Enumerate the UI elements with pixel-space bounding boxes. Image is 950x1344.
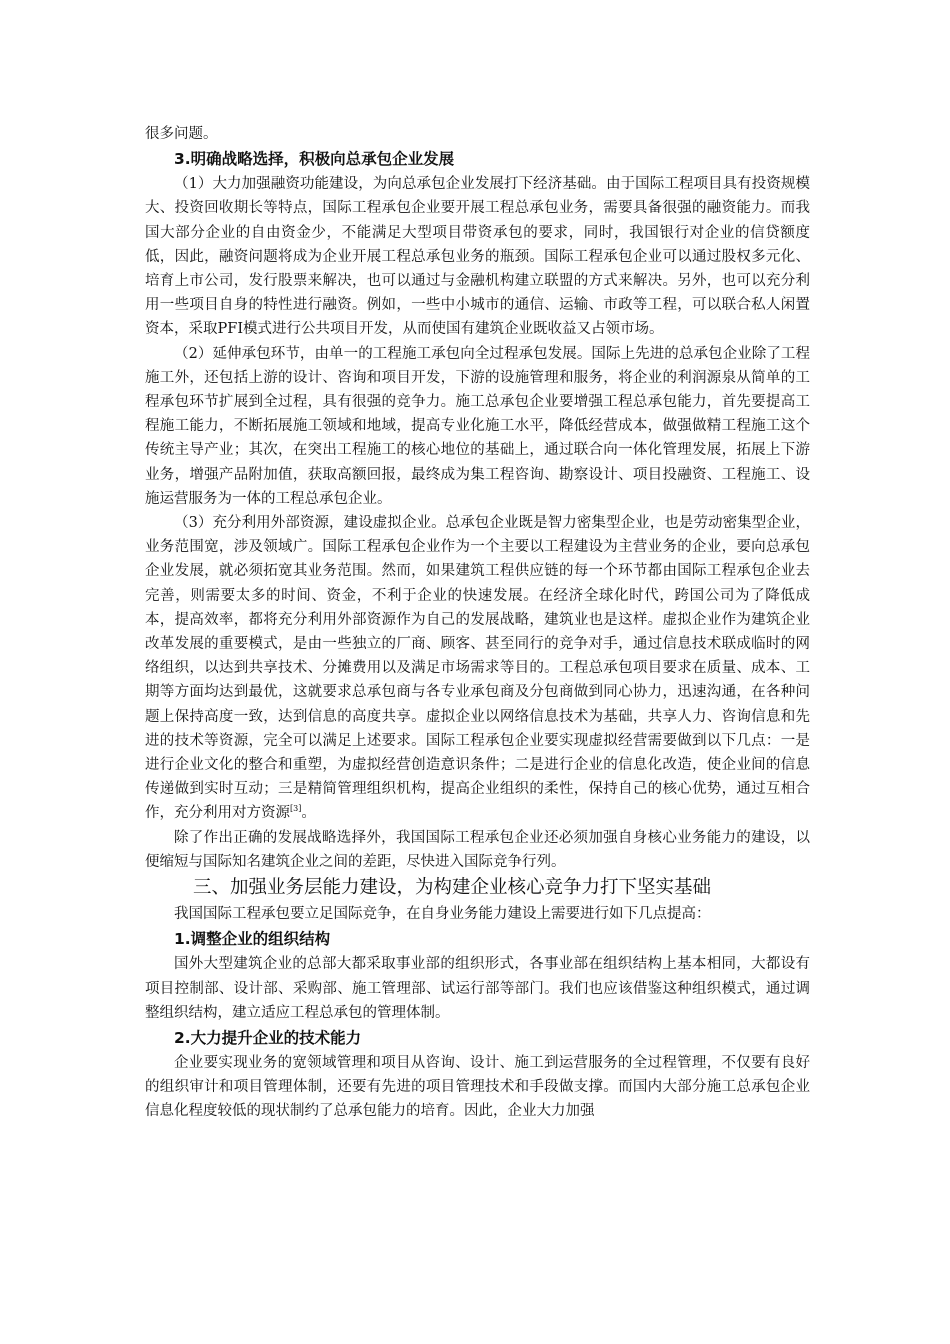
paragraph-core-capability: 除了作出正确的发展战略选择外，我国国际工程承包企业还必须加强自身核心业务能力的建设，以便缩短与国际知名建筑企业之间的差距，尽快进入国际竞争行列。 — [145, 829, 810, 870]
paragraph-org-structure: 国外大型建筑企业的总部大都采取事业部的组织形式，各事业部在组织结构上基本相同，大都设有项目控制部、设计部、采购部、施工管理部、试运行部等部门。我们也应该借鉴这种组织模式，通过调整组织结构，建立适应工程总承包的管理体制。 — [145, 956, 810, 1021]
heading-strategy-choice: 3.明确战略选择，积极向总承包企业发展 — [174, 150, 455, 169]
heading-org-structure: 1.调整企业的组织结构 — [174, 930, 331, 949]
paragraph-tech-capability: 企业要实现业务的宽领域管理和项目从咨询、设计、施工到运营服务的全过程管理，不仅要有良好的组织审计和项目管理体制，还要有先进的项目管理技术和手段做支撑。而国内大部分施工总承包企业信息化程度较低的现状制约了总承包能力的培育。因此，企业大力加强 — [145, 1054, 810, 1120]
paragraph-virtual-enterprise — [145, 511, 810, 826]
citation-ref: [3] — [290, 804, 302, 814]
heading-tech-capability: 2.大力提升企业的技术能力 — [174, 1028, 362, 1047]
paragraph-virtual-enterprise-end: 。 — [301, 805, 316, 822]
paragraph-continuation: 很多问题。 — [145, 126, 218, 142]
paragraph-virtual-enterprise-text: （3）充分利用外部资源，建设虚拟企业。总承包企业既是智力密集型企业，也是劳动密集型企业，业务范围宽，涉及领域广。国际工程承包企业作为一个主要以工程建设为主营业务的企业，要向总承包企业发展，就必须拓宽其业务范围。然而，如果建筑工程供应链的每一个环节都由国际工程承包企业去完善，则需要太多的时间、资金，不利于企业的快速发展。在经济全球化时代，跨国公司为了降低成本，提高效率，都将充分利用外部资源作为自己的发展战略，建筑业也是这样。虚拟企业作为建筑企业改革发展的重要模式，是由一些独立的厂商、顾客、甚至同行的竞争对手，通过信息技术联成临时的网络组织，以达到共享技术、分摊费用以及满足市场需求等目的。工程总承包项目要求在质量、成本、工期等方面均达到最优，这就要求总承包商与各专业承包商及分包商做到同心协力，迅速沟通，在各种问题上保持高度一致，达到信息的高度共享。虚拟企业以网络信息技术为基础，共享人力、咨询信息和先进的技术等资源，完全可以满足上述要求。国际工程承包企业要实现虚拟经营需要做到以下几点：一是进行企业文化的整合和重塑，为虚拟经营创造意识条件；二是进行企业的信息化改造，使企业间的信息传递做到实时互动；三是精简管理组织机构，提高企业组织的柔性，保持自己的核心优势，通过互相合作，充分利用对方资源 — [145, 515, 810, 822]
section-heading-business-capability: 三、加强业务层能力建设，为构建企业核心竞争力打下坚实基础 — [193, 877, 712, 899]
paragraph-extend-contracting: （2）延伸承包环节，由单一的工程施工承包向全过程承包发展。国际上先进的总承包企业除了工程施工外，还包括上游的设计、咨询和项目开发，下游的设施管理和服务，将企业的利润源泉从简单的工程承包环节扩展到全过程，具有很强的竞争力。施工总承包企业要增强工程总承包能力，首先要提高工程施工能力，不断拓展施工领域和地域，提高专业化施工水平，降低经营成本，做强做精工程施工这个传统主导产业；其次，在突出工程施工的核心地位的基础上，通过联合向一体化管理发展，拓展上下游业务，增强产品附加值，获取高额回报，最终成为集工程咨询、勘察设计、项目投融资、工程施工、设施运营服务为一体的工程总承包企业。 — [145, 345, 810, 507]
paragraph-improvements-intro: 我国国际工程承包要立足国际竞争，在自身业务能力建设上需要进行如下几点提高： — [174, 906, 711, 923]
document-page — [145, 122, 810, 1124]
paragraph-financing: （1）大力加强融资功能建设，为向总承包企业发展打下经济基础。由于国际工程项目具有投资规模大、投资回收期长等特点，国际工程承包企业要开展工程总承包业务，需要具备很强的融资能力。而我国大部分企业的自由资金少，不能满足大型项目带资承包的要求，同时，我国银行对企业的信贷额度低，因此，融资问题将成为企业开展工程总承包业务的瓶颈。国际工程承包企业可以通过股权多元化、培育上市公司，发行股票来解决，也可以通过与金融机构建立联盟的方式来解决。另外，也可以充分利用一些项目自身的特性进行融资。例如，一些中小城市的通信、运输、市政等工程，可以联合私人闲置资本，采取PFI模式进行公共项目开发，从而使国有建筑企业既收益又占领市场。 — [145, 176, 810, 338]
